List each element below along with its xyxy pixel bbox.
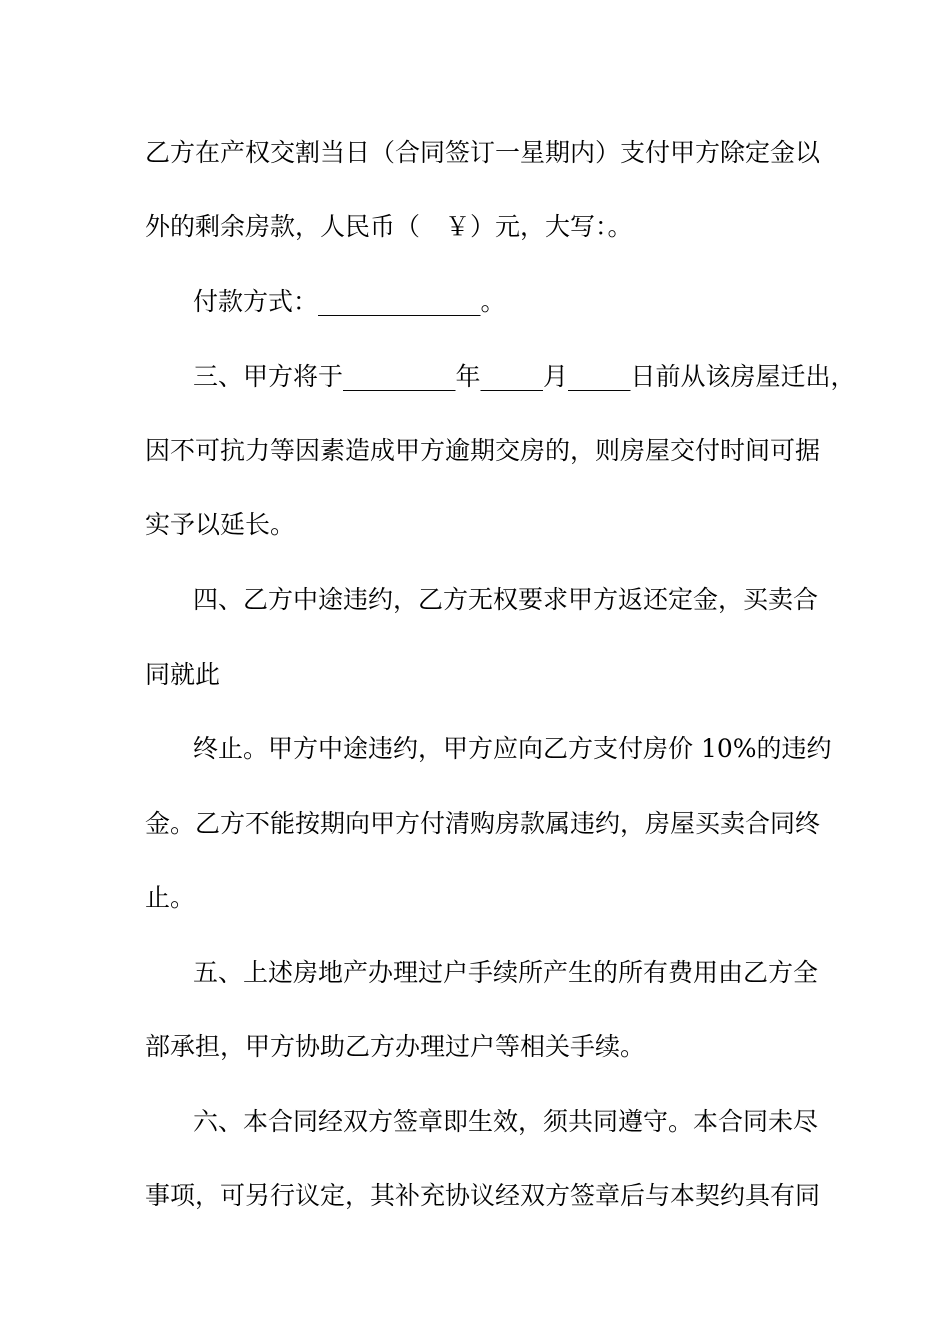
text-line: 乙方在产权交割当日（合同签订一星期内）支付甲方除定金以 <box>145 138 821 167</box>
text-line: 实予以延长。 <box>145 510 296 539</box>
text-line: 五、上述房地产办理过户手续所产生的所有费用由乙方全 <box>193 958 819 987</box>
text-line: 终止。甲方中途违约，甲方应向乙方支付房价 10%的违约 <box>193 734 832 763</box>
text-line: 同就此 <box>145 660 221 689</box>
text-line: 金。乙方不能按期向甲方付清购房款属违约，房屋买卖合同终 <box>145 809 821 838</box>
text-line: 因不可抗力等因素造成甲方逾期交房的，则房屋交付时间可据 <box>145 436 821 465</box>
text-line: 事项，可另行议定，其补充协议经双方签章后与本契约具有同 <box>145 1181 821 1210</box>
text-line: 四、乙方中途违约，乙方无权要求甲方返还定金，买卖合 <box>193 585 819 614</box>
text-line: 付款方式：_____________。 <box>193 287 506 316</box>
text-line: 止。 <box>145 883 196 912</box>
text-line: 六、本合同经双方签章即生效，须共同遵守。本合同未尽 <box>193 1107 819 1136</box>
text-line: 部承担，甲方协助乙方办理过户等相关手续。 <box>145 1032 646 1061</box>
text-line: 三、甲方将于_________年_____月_____日前从该房屋迁出， <box>193 362 856 391</box>
text-line: 外的剩余房款，人民币（ ￥）元，大写：。 <box>145 212 633 241</box>
